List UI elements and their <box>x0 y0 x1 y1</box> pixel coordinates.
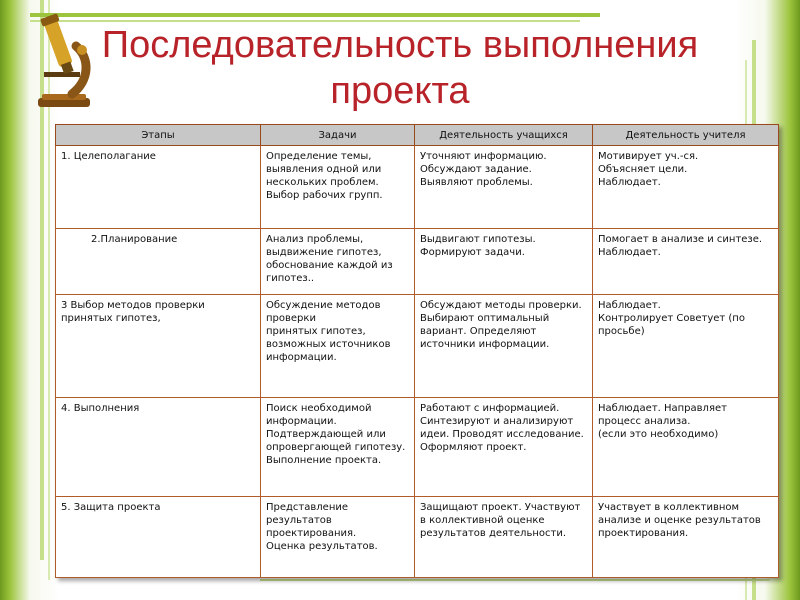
header-students: Деятельность учащихся <box>415 125 593 146</box>
cell-text: Участвует в коллективном анализе и оценке результатов проектирования. <box>598 502 761 540</box>
students-cell <box>415 398 593 497</box>
table-row <box>56 146 779 229</box>
students-cell <box>415 146 593 229</box>
students-cell <box>415 497 593 578</box>
cell-text: Выдвигают гипотезы. <box>420 233 536 245</box>
stage-cell: 3 Выбор методов проверки принятых гипотез, <box>56 295 261 398</box>
teacher-cell <box>593 146 779 229</box>
cell-text: Наблюдает. Направляет процесс анализа. <box>598 403 727 428</box>
title-line-2: проекта <box>330 70 470 112</box>
students-cell <box>415 295 593 398</box>
teacher-cell <box>593 497 779 578</box>
cell-text: Контролирует Советует (по просьбе) <box>598 313 745 338</box>
table-header-row <box>56 125 779 146</box>
tasks-cell <box>261 497 415 578</box>
cell-text: Наблюдает. <box>598 177 661 188</box>
page-title <box>60 22 740 114</box>
table-row <box>56 497 779 578</box>
students-cell <box>415 228 593 295</box>
cell-text: Уточняют информацию. Обсуждают задание. Выявляют проблемы. <box>420 151 547 188</box>
tasks-cell <box>261 228 415 295</box>
teacher-cell <box>593 398 779 497</box>
cell-text: Поиск необходимой информации. Подтверждающей или опровергающей гипотезу. Выполнение проекта. <box>266 403 406 467</box>
cell-text: Объясняет цели. <box>598 164 688 175</box>
cell-text: Формируют задачи. <box>420 246 525 258</box>
cell-text: принятых гипотез, возможных источников информации. <box>266 326 391 364</box>
cell-text: Помогает в анализе и синтезе. Наблюдает. <box>598 233 763 258</box>
project-stages-table <box>55 124 779 578</box>
tasks-cell <box>261 295 415 398</box>
stage-cell: 4. Выполнения <box>56 398 261 497</box>
cell-text: Защищают проект. Участвуют в коллективной оценке результатов деятельности. <box>420 502 581 540</box>
cell-text: Обсуждают методы проверки. Выбирают оптимальный вариант. Определяют источники информации. <box>420 300 582 351</box>
cell-text: Мотивирует уч.-ся. <box>598 151 699 162</box>
title-line-1: Последовательность выполнения <box>101 24 699 66</box>
cell-text: Оценка результатов. <box>266 541 378 553</box>
teacher-cell <box>593 228 779 295</box>
cell-text: Анализ проблемы, выдвижение гипотез, обоснование каждой из гипотез.. <box>266 233 393 284</box>
header-stages: Этапы <box>56 125 261 146</box>
decor-stripe <box>30 13 600 17</box>
header-tasks: Задачи <box>261 125 415 146</box>
table-row <box>56 295 779 398</box>
stage-cell: 1. Целеполагание <box>56 146 261 229</box>
cell-text: (если это необходимо) <box>598 429 719 441</box>
header-teacher: Деятельность учителя <box>593 125 779 146</box>
cell-text: Наблюдает. <box>598 300 661 312</box>
teacher-cell <box>593 295 779 398</box>
decor-stripe <box>260 579 770 581</box>
stage-cell: 5. Защита проекта <box>56 497 261 578</box>
cell-text: Определение темы, выявления одной или нескольких проблем. Выбор рабочих групп. <box>266 151 383 201</box>
cell-text: Представление результатов проектирования. <box>266 502 357 540</box>
cell-text: 2.Планирование <box>91 233 178 245</box>
cell-text: Обсуждение методов проверки <box>266 300 381 325</box>
stage-cell <box>56 228 261 295</box>
tasks-cell <box>261 146 415 229</box>
tasks-cell <box>261 398 415 497</box>
table-row <box>56 228 779 295</box>
table-row <box>56 398 779 497</box>
cell-text: Работают с информацией. Синтезируют и анализируют идеи. Проводят исследование. Оформляют проект. <box>420 403 584 454</box>
